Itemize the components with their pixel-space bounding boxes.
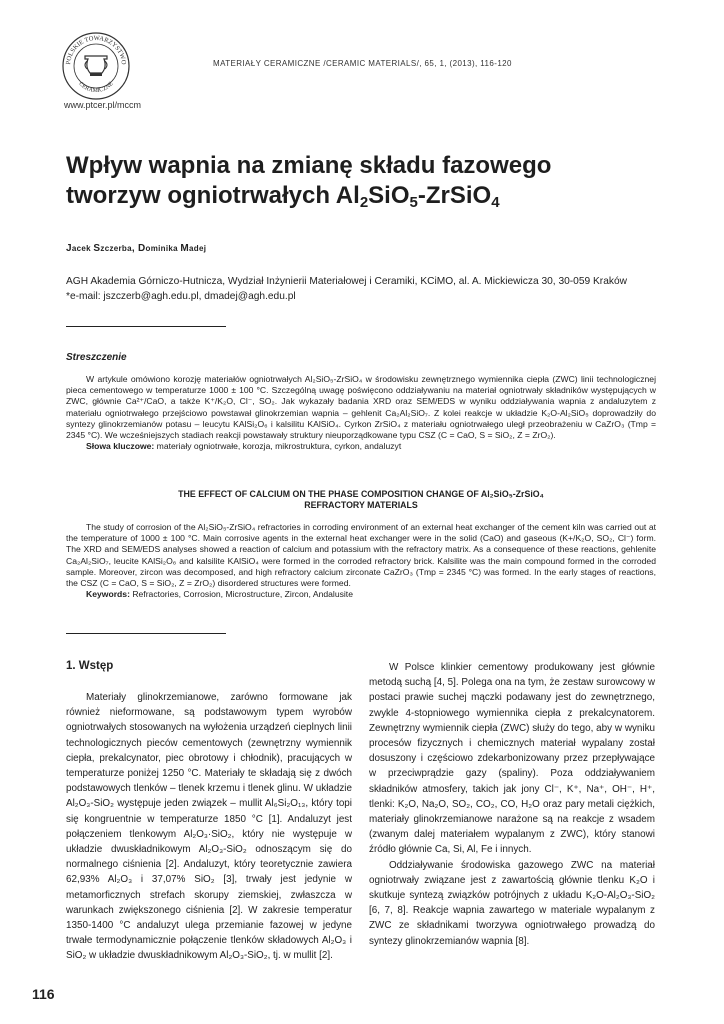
abstract-en-body: The study of corrosion of the Al₂SiO₅-ZrSiO₄ refractories in corroding environment of an external heat exchanger of the cement kiln was carried out at the temperature of 1000 ± 100 °C. Main corrosive agents in the external heat exchanger were in the solid (CaO) and gaseous (K+/K₂O, SO₂, Cl⁻) form. The XRD and SEM/EDS analyses showed a reaction of calcium and potassium with the refractory matrix. As a consequence of these reactions, gehlenite Ca₂Al₂SiO₇, leucite KAlSi₂O₆ and kalsilite KAlSiO₄ were formed in the corroded refractory brick. Kalsilite was the main compound formed in the corroded sample. Moreover, zircon was decomposed, and high refractory calcium zirconate CaZrO₃ (Tmp = 2345 °C) was formed. In the early stages of reactions, the CSZ (C = CaO, S = SiO₂, Z = ZrO₂) disordered structures were formed.	[66, 522, 656, 589]
keywords-en: Keywords: Refractories, Corrosion, Microstructure, Zircon, Andalusite	[86, 589, 353, 600]
divider	[66, 326, 226, 327]
svg-text:CERAMICZNE	[77, 81, 115, 94]
page-number: 116	[32, 986, 55, 1002]
article-title	[66, 151, 656, 211]
section-heading: 1. Wstęp	[66, 660, 114, 672]
affiliation-address: AGH Akademia Górniczo-Hutnicza, Wydział Inżynierii Materiałowej i Ceramiki, KCiMO, al. A. Mickiewicza 30, 30-059 Kraków	[66, 276, 627, 287]
logo-top-text: POLSKIE TOWARZYSTWO	[65, 34, 128, 66]
divider	[66, 633, 226, 634]
vase-emblem-icon	[85, 56, 107, 76]
paragraph: Oddziaływanie środowiska gazowego ZWC na materiał ogniotrwały związane jest z zawartością głównie tlenku K₂O i skutkuje syntezą związków potrójnych z układu K₂O-Al₂O₃-SiO₂ [6, 7, 8]. Reakcje wapnia zawartego w materiale wypalanym z ZWC ze składnikami tworzywa ogniotrwałego prowadzą do syntezy glinokrzemianów wapnia [8].	[369, 859, 655, 947]
journal-url[interactable]: www.ptcer.pl/mccm	[64, 100, 142, 110]
title-line-1: Wpływ wapnia na zmianę składu fazowego	[66, 152, 552, 179]
abstract-heading: Streszczenie	[66, 352, 127, 363]
abstract-pl-body: W artykule omówiono korozję materiałów ogniotrwałych Al₂SiO₅-ZrSiO₄ w środowisku zewnętrznego wymiennika ciepła (ZWC) linii technologicznej pieca cementowego w temperaturze 1000 ± 100 °C. Szczególną uwagę poświęcono oddziaływaniu na materiał ogniotrwały składników występujących w ZWC, głównie Ca²⁺/CaO, a także K⁺/K₂O, Cl⁻, SO₂. Jak wykazały badania XRD oraz SEM/EDS w wyniku oddziaływania wapnia z andaluzytem z materiału ogniotrwałego przejściowo powstawał glinokrzemian wapnia – gehlenit Ca₂Al₂SiO₇. Z kolei reakcje w układzie K₂O-Al₂SiO₅ doprowadziły do syntezy glinokrzemianów potasu – leucytu KAlSi₂O₆ i kalsilitu KAlSiO₄. Cyrkon ZrSiO₄ z materiału ogniotrwałego uległ przeobrażeniu w CaZrO₃ (Tmp = 2345 °C). We wcześniejszych stadiach reakcji powstawały struktury nieuporządkowane typu CSZ (C = CaO, S = SiO₂, Z = ZrO₂).	[66, 374, 656, 441]
abstract-en	[66, 522, 656, 600]
logo-bottom-text: CERAMICZNE	[77, 81, 115, 95]
society-logo	[60, 30, 132, 102]
affiliation-email[interactable]: *e-mail: jszczerb@agh.edu.pl, dmadej@agh.edu.pl	[66, 291, 296, 302]
paragraph: W Polsce klinkier cementowy produkowany jest głównie metodą suchą [4, 5]. Polega ona na tym, że zestaw surowcowy w postaci prawie suchej mączki podawany jest do zewnętrznego, zwykle 4-stopniowego wymiennika ciepła z prekalcynatorem. Zewnętrzny wymiennik ciepła (ZWC) służy do tego, aby w wyniku procesów fizycznych i chemicznych materiał wypalany został dosuszony i częściowo zdekarbonizowany przez przepływające w przeciwprądzie gazy (spaliny). Poza oddziaływaniem składników atmosfery, takich jak jony Cl⁻, K⁺, Na⁺, OH⁻, H⁺, tlenki: K₂O, Na₂O, SO₂, CO₂, CO, H₂O oraz pary metali ciężkich, materiały glinokrzemianowe narażone są na reakcje z wsadem (zwanym dalej materiałem wypalanym z ZWC), który stanowi źródło głównie Ca, Si, Al, Fe i innych.	[369, 662, 655, 856]
english-title: THE EFFECT OF CALCIUM ON THE PHASE COMPOSITION CHANGE OF Al₂SiO₅-ZrSiO₄ REFRACTORY MATERIALS	[178, 489, 544, 510]
paragraph: Materiały glinokrzemianowe, zarówno formowane jak również nieformowane, są podstawowym typem wyrobów ogniotrwałych stosowanych na wyłożenia urządzeń cieplnych linii technologicznych pieców cementowych (zewnętrzny wymiennik ciepła, prekalcynator, piec obrotowy i chłodnik), pracujących w temperaturze poniżej 1250 °C. Materiały te składają się z dwóch podstawowych tlenków – tlenek krzemu i tlenek glinu. W układzie Al₂O₃-SiO₂ występuje jeden związek – mullit Al₆Si₂O₁₃, który topi się kongruentnie w temperaturze 1850 °C [1]. Andaluzyt jest połączeniem tlenkowym Al₂O₃·SiO₂, który nie występuje w układzie dwuskładnikowym Al₂O₃-SiO₂ odnoszącym się do normalnego ciśnienia [2]. Andaluzyt, który teoretycznie zawiera 62,93% Al₂O₃ i 37,07% SiO₂ [3], trwały jest jedynie w metamorficznych strefach skorupy ziemskiej, zwłaszcza w warunkach zwiększonego ciśnienia [2]. W zakresie temperatur 1350-1400 °C andaluzyt ulega przemianie fazowej w jedyne trwałe termodynamicznie połączenie tlenków składowych Al₂O₃ i SiO₂ w układzie dwuskładnikowym Al₂O₃-SiO₂, tj. w mullit [2].	[66, 692, 352, 962]
affiliation	[66, 274, 666, 304]
keywords-pl: Słowa kluczowe: materiały ogniotrwałe, korozja, mikrostruktura, cyrkon, andaluzyt	[86, 441, 402, 452]
title-line-2: tworzyw ogniotrwałych $Al_2SiO_5-ZrSiO_4$	[66, 182, 500, 211]
text-column-left	[66, 690, 352, 964]
text-column-right	[369, 660, 655, 949]
authors: Jacek Szczerba, Dominika Madej	[66, 243, 207, 254]
journal-citation: MATERIAŁY CERAMICZNE /CERAMIC MATERIALS/, 65, 1, (2013), 116-120	[213, 59, 512, 68]
abstract-pl	[66, 374, 656, 452]
